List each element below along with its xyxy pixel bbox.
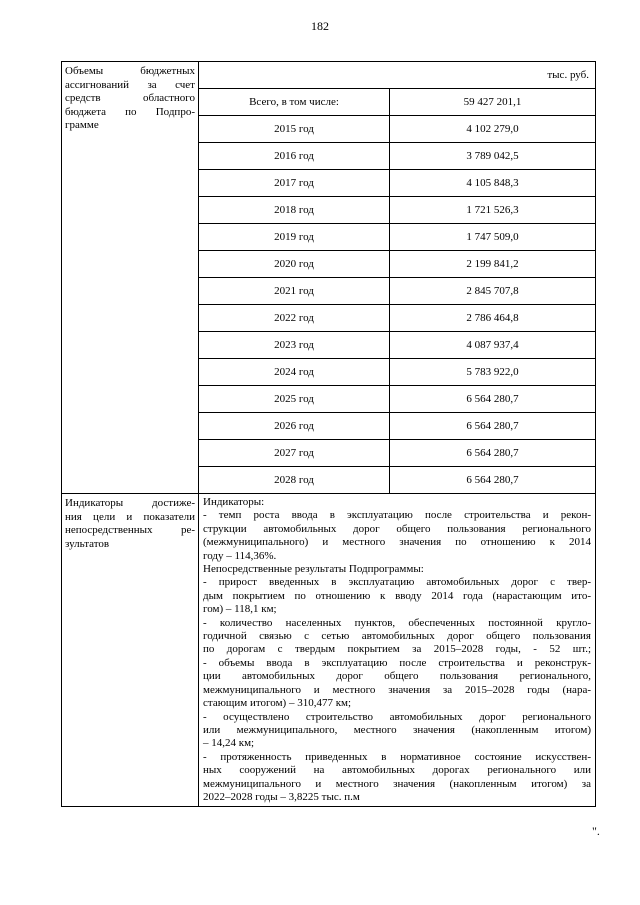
indicators-line: Индикаторы: [203,496,265,508]
funding-label-line: грамме [65,119,99,132]
indicators-text [199,494,595,806]
funding-row [199,385,595,412]
indicators-line: межмуниципального и местного значения за 2015–2028 годы (нара- [203,683,591,696]
funding-value-cell: 5 783 922,0 [466,366,519,378]
funding-row [199,277,595,304]
funding-value-cell: 6 564 280,7 [466,393,519,405]
funding-label [62,62,199,493]
indicators-line: (межмуниципального) и местного значения по отношению к 2014 [203,536,591,549]
funding-value-cell: 1 747 509,0 [466,231,519,243]
indicators-line: 2022–2028 годы – 3,8225 тыс. п.м [203,790,360,803]
funding-value-cell: 6 564 280,7 [466,474,519,486]
funding-value-cell: 4 102 279,0 [466,123,519,135]
funding-row [199,331,595,358]
indicators-line: – 14,24 км; [203,737,255,750]
funding-year-cell: 2027 год [199,440,390,466]
indicators-line: - прирост введенных в эксплуатацию автомобильных дорог с твер- [203,576,591,589]
indicators-line: струкции автомобильных дорог общего пользования регионального [203,522,591,535]
funding-row [199,115,595,142]
funding-year-cell: 2026 год [199,413,390,439]
funding-row [199,358,595,385]
funding-row-total [199,89,595,115]
indicators-line: или межмуниципального, местного значения (накопленным итогом) [203,723,591,736]
indicators-line: ции автомобильных дорог общего пользования регионального, [203,670,591,683]
indicators-label-line: непосредственных ре- [65,524,195,537]
funding-row [199,142,595,169]
funding-value-cell: 4 087 937,4 [466,339,519,351]
indicators-label-line: ния цели и показатели [65,510,195,523]
funding-value-cell: 3 789 042,5 [466,150,519,162]
funding-year-cell: Всего, в том числе: [199,89,390,115]
funding-label-line: Объемы бюджетных [65,65,195,77]
indicators-line: - объемы ввода в эксплуатацию после строительства и реконструк- [203,656,591,669]
passport-table [61,61,596,807]
funding-year-cell: 2016 год [199,143,390,169]
closing-quote: ". [592,824,600,838]
funding-row [199,412,595,439]
funding-row [199,304,595,331]
funding-row [199,439,595,466]
indicators-line: - осуществлено строительство автомобильных дорог регионального [203,710,591,723]
funding-row [199,196,595,223]
indicators-line: по дорогам с твердым покрытием за 2015–2028 годы, - 52 шт.; [203,643,591,656]
indicators-label-line: Индикаторы достиже- [65,497,195,509]
funding-value-cell: 4 105 848,3 [466,177,519,189]
indicators-line: - темп роста ввода в эксплуатацию после строительства и рекон- [203,509,591,522]
funding-value-cell: 6 564 280,7 [466,447,519,459]
unit-label: тыс. руб. [199,62,595,89]
indicators-line: Непосредственные результаты Подпрограммы: [203,563,424,576]
funding-year-cell: 2025 год [199,386,390,412]
funding-row [199,250,595,277]
indicators-label [62,494,199,806]
indicators-line: годичной связью с сетью автомобильных дорог общего пользования [203,630,591,643]
funding-row [199,466,595,493]
funding-year-cell: 2015 год [199,116,390,142]
funding-year-cell: 2019 год [199,224,390,250]
funding-section [62,62,595,493]
funding-label-line: бюджета по Подпро- [65,105,195,118]
indicators-line: гом) – 118,1 км; [203,603,277,616]
funding-year-cell: 2023 год [199,332,390,358]
funding-year-cell: 2028 год [199,467,390,493]
indicators-line: ных сооружений на автомобильных дорогах регионального или [203,764,591,777]
funding-value-cell: 59 427 201,1 [463,96,522,108]
indicators-line: году – 114,36%. [203,549,277,562]
page-number: 182 [311,19,329,33]
funding-value-cell: 6 564 280,7 [466,420,519,432]
funding-table [199,62,595,493]
indicators-line: стающим итогом) – 310,477 км; [203,697,352,710]
funding-year-cell: 2018 год [199,197,390,223]
indicators-section [62,493,595,806]
funding-year-cell: 2017 год [199,170,390,196]
funding-label-line: ассигнований за счет [65,78,195,91]
funding-year-cell: 2024 год [199,359,390,385]
funding-value-cell: 1 721 526,3 [466,204,519,216]
funding-label-line: средств областного [65,92,195,105]
indicators-line: - протяженность приведенных в нормативное состояние искусствен- [203,750,591,763]
funding-year-cell: 2022 год [199,305,390,331]
funding-row [199,169,595,196]
indicators-line: - количество населенных пунктов, обеспеченных постоянной кругло- [203,616,591,629]
funding-row [199,223,595,250]
indicators-line: межмуниципального и местного значения (накопленным итогом) за [203,777,591,790]
indicators-label-line: зультатов [65,537,110,550]
funding-value-cell: 2 786 464,8 [466,312,519,324]
funding-value-cell: 2 845 707,8 [466,285,519,297]
funding-value-cell: 2 199 841,2 [466,258,519,270]
funding-year-cell: 2020 год [199,251,390,277]
indicators-line: дым покрытием по отношению к вводу 2014 года (нарастающим ито- [203,589,591,602]
funding-year-cell: 2021 год [199,278,390,304]
